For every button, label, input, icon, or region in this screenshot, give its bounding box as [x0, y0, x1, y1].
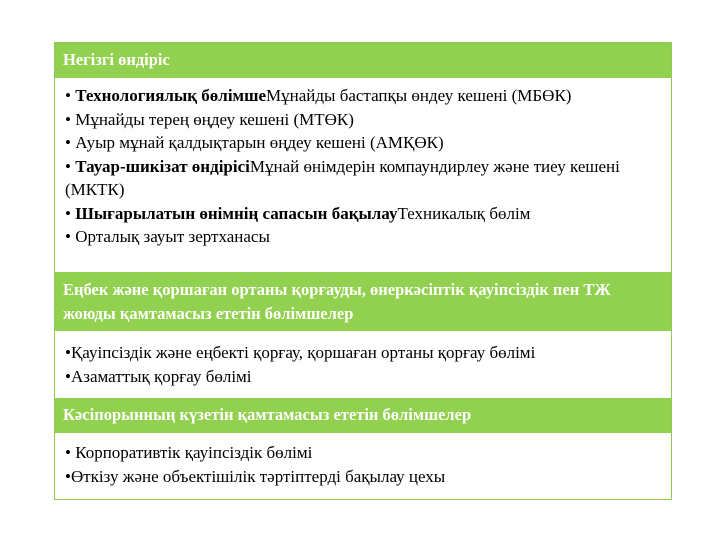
list-item: •Қауіпсіздік және еңбекті қорғау, қоршаған ортаны қорғау бөлімі	[65, 343, 536, 362]
list-item-text: Өткізу және объектішілік тәртіптерді бақылау цехы	[70, 466, 446, 486]
section-body-main-production	[55, 78, 671, 272]
section-body-security	[55, 433, 671, 499]
list-item: • Шығарылатын өнімнің сапасын бақылауТехникалық бөлім	[65, 203, 531, 223]
list-item: • Мұнайды терең өңдеу кешені (МТӨК)	[65, 109, 354, 129]
list-item: • Орталық зауыт зертханасы	[65, 227, 270, 246]
list-item-text: Техникалық бөлім	[397, 203, 531, 223]
list-item: •Азаматтық қорғау бөлімі	[65, 366, 252, 386]
list-item: •Өткізу және объектішілік тәртіптерді бақылау цехы	[65, 466, 446, 486]
section-header-safety: Еңбек және қоршаған ортаны қорғауды, өнеркәсіптік қауіпсіздік пен ТЖ жоюды қамтамасыз ететін бөлімшелер	[55, 272, 671, 331]
list-item-text: Мұнай өнімдерін компаундирлеу және тиеу кешені (МКТК)	[65, 156, 620, 199]
section-body-safety	[55, 331, 671, 398]
list-item-bold: Шығарылатын өнімнің сапасын бақылау	[75, 203, 398, 223]
list-item-bold: Тауар-шикізат өндірісі	[75, 156, 250, 176]
section-header-main-production: Негізгі өндіріс	[55, 43, 671, 78]
list-item: • Тауар-шикізат өндірісіМұнай өнімдерін компаундирлеу және тиеу кешені (МКТК)	[65, 156, 620, 199]
list-item-text: Мұнайды бастапқы өндеу кешені (МБӨК)	[266, 86, 572, 105]
section-header-security: Кәсіпорынның күзетін қамтамасыз ететін бөлімшелер	[55, 398, 671, 433]
list-item-text: Мұнайды терең өңдеу кешені (МТӨК)	[75, 109, 354, 129]
list-item-text: Орталық зауыт зертханасы	[75, 227, 270, 246]
list-item-bold: Технологиялық бөлімше	[75, 86, 267, 105]
list-item-text: Азаматтық қорғау бөлімі	[70, 366, 252, 386]
list-item-text: Ауыр мұнай қалдықтарын өңдеу кешені (АМҚӨК)	[75, 133, 444, 152]
org-structure-table	[54, 42, 672, 500]
list-item-text: Корпоративтік қауіпсіздік бөлімі	[75, 443, 313, 462]
list-item: • Корпоративтік қауіпсіздік бөлімі	[65, 443, 313, 462]
list-item: • Технологиялық бөлімшеМұнайды бастапқы өндеу кешені (МБӨК)	[65, 86, 572, 105]
list-item-text: Қауіпсіздік және еңбекті қорғау, қоршаған ортаны қорғау бөлімі	[70, 343, 536, 362]
list-item: • Ауыр мұнай қалдықтарын өңдеу кешені (АМҚӨК)	[65, 133, 444, 152]
